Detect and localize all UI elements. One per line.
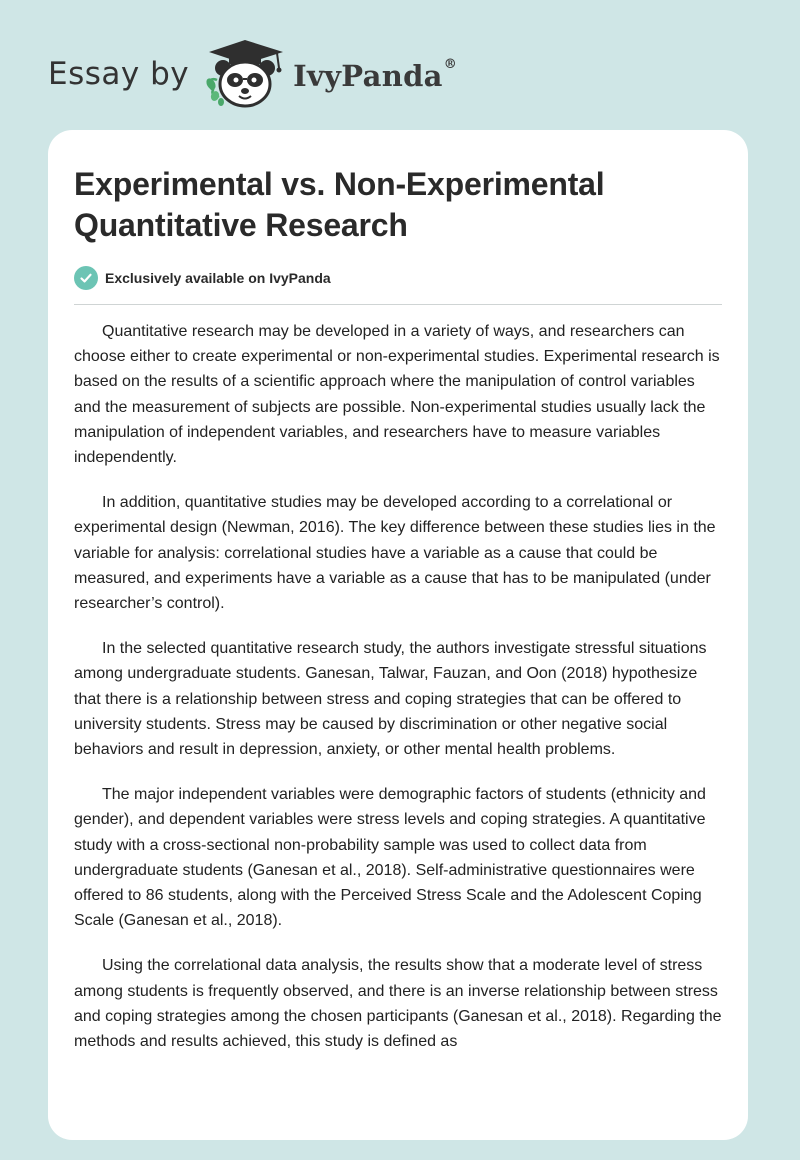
essay-by-label: Essay by [48, 56, 190, 92]
registered-mark: ® [443, 57, 458, 72]
ivypanda-logo[interactable] [203, 36, 457, 110]
essay-body [74, 319, 722, 1054]
essay-paragraph: In addition, quantitative studies may be developed according to a correlational or experimental design (Newman, 2016). The key difference between these studies lies in the variable for analysis: correlational studies have a variable as a cause that could be measured, and experiments have a variable as a cause that has to be manipulated (under researcher’s control). [74, 494, 716, 613]
brand-name: IvyPanda® [293, 57, 458, 93]
essay-paragraph: Using the correlational data analysis, the results show that a moderate level of stress among students is frequently observed, and there is an inverse relationship between stress and coping strategies among the chosen participants (Ganesan et al., 2018). Regarding the methods and results achieved, this study is defined as [74, 957, 722, 1051]
essay-card [48, 130, 748, 1140]
exclusive-badge [74, 266, 722, 305]
essay-paragraph: Quantitative research may be developed in a variety of ways, and researchers can choose either to create experimental or non-experimental studies. Experimental research is based on the results of a scientific approach where the manipulation of control variables and the measurement of subjects are possible. Non-experimental studies usually lack the manipulation of independent variables, and researchers have to measure variables independently. [74, 323, 720, 467]
page-title: Experimental vs. Non-Experimental Quantitative Research [74, 166, 605, 243]
exclusive-label: Exclusively available on IvyPanda [105, 270, 331, 286]
site-header [48, 36, 457, 110]
essay-paragraph: In the selected quantitative research study, the authors investigate stressful situations among undergraduate students. Ganesan, Talwar, Fauzan, and Oon (2018) hypothesize that there is a relationship between stress and coping strategies that can be offered to university students. Stress may be caused by discrimination or other negative social behaviors and result in depression, anxiety, or other mental health problems. [74, 640, 707, 759]
check-icon [74, 266, 98, 290]
essay-paragraph: The major independent variables were demographic factors of students (ethnicity and gender), and dependent variables were stress levels and coping strategies. A quantitative study with a cross-sectional non-probability sample was used to collect data from undergraduate students (Ganesan et al., 2018). Self-administrative questionnaires were offered to 86 students, along with the Perceived Stress Scale and the Adolescent Coping Scale (Ganesan et al., 2018). [74, 786, 706, 930]
panda-graduate-icon [203, 36, 287, 110]
